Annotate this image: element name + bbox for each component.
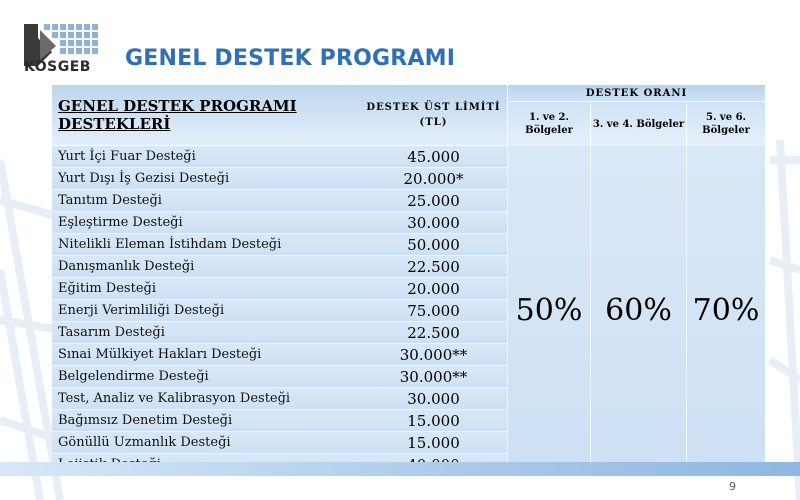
- rate-region-2: 60%: [590, 146, 686, 476]
- rate-region-1: 50%: [507, 146, 590, 476]
- support-name: Yurt Dışı İş Gezisi Desteği: [52, 168, 360, 190]
- support-name: Eşleştirme Desteği: [52, 212, 360, 234]
- support-name: Enerji Verimliliği Desteği: [52, 300, 360, 322]
- support-name: Gönüllü Uzmanlık Desteği: [52, 432, 360, 454]
- footer-band: [0, 462, 800, 476]
- support-name: Sınai Mülkiyet Hakları Desteği: [52, 344, 360, 366]
- support-limit: 50.000: [360, 234, 507, 256]
- support-limit: 15.000: [360, 432, 507, 454]
- support-limit: 30.000: [360, 212, 507, 234]
- header-limit: DESTEK ÜST LİMİTİ (TL): [360, 85, 507, 146]
- slide-title: GENEL DESTEK PROGRAMI: [125, 46, 456, 71]
- logo-wordmark: KOSGEB: [24, 59, 91, 75]
- header-region-3-4: 3. ve 4. Bölgeler: [590, 102, 686, 146]
- support-table: [52, 85, 765, 465]
- rate-region-3: 70%: [686, 146, 765, 476]
- support-limit: 15.000: [360, 410, 507, 432]
- table-row: [52, 146, 765, 168]
- support-limit: 20.000*: [360, 168, 507, 190]
- support-name: Bağımsız Denetim Desteği: [52, 410, 360, 432]
- support-limit: 30.000: [360, 388, 507, 410]
- support-name: Test, Analiz ve Kalibrasyon Desteği: [52, 388, 360, 410]
- support-name: Tasarım Desteği: [52, 322, 360, 344]
- support-limit: 25.000: [360, 190, 507, 212]
- support-limit: 45.000: [360, 146, 507, 168]
- support-name: Danışmanlık Desteği: [52, 256, 360, 278]
- header-programs: GENEL DESTEK PROGRAMI DESTEKLERİ: [52, 85, 360, 146]
- header-region-5-6: 5. ve 6. Bölgeler: [686, 102, 765, 146]
- support-name: Tanıtım Desteği: [52, 190, 360, 212]
- support-limit: 22.500: [360, 256, 507, 278]
- header-region-1-2: 1. ve 2. Bölgeler: [507, 102, 590, 146]
- support-name: Yurt İçi Fuar Desteği: [52, 146, 360, 168]
- page-number: 9: [729, 480, 736, 493]
- support-name: Eğitim Desteği: [52, 278, 360, 300]
- support-name: Belgelendirme Desteği: [52, 366, 360, 388]
- support-name: Nitelikli Eleman İstihdam Desteği: [52, 234, 360, 256]
- support-limit: 30.000**: [360, 366, 507, 388]
- support-limit: 75.000: [360, 300, 507, 322]
- header-rate: DESTEK ORANI: [507, 85, 765, 102]
- support-limit: 30.000**: [360, 344, 507, 366]
- support-limit: 22.500: [360, 322, 507, 344]
- support-limit: 20.000: [360, 278, 507, 300]
